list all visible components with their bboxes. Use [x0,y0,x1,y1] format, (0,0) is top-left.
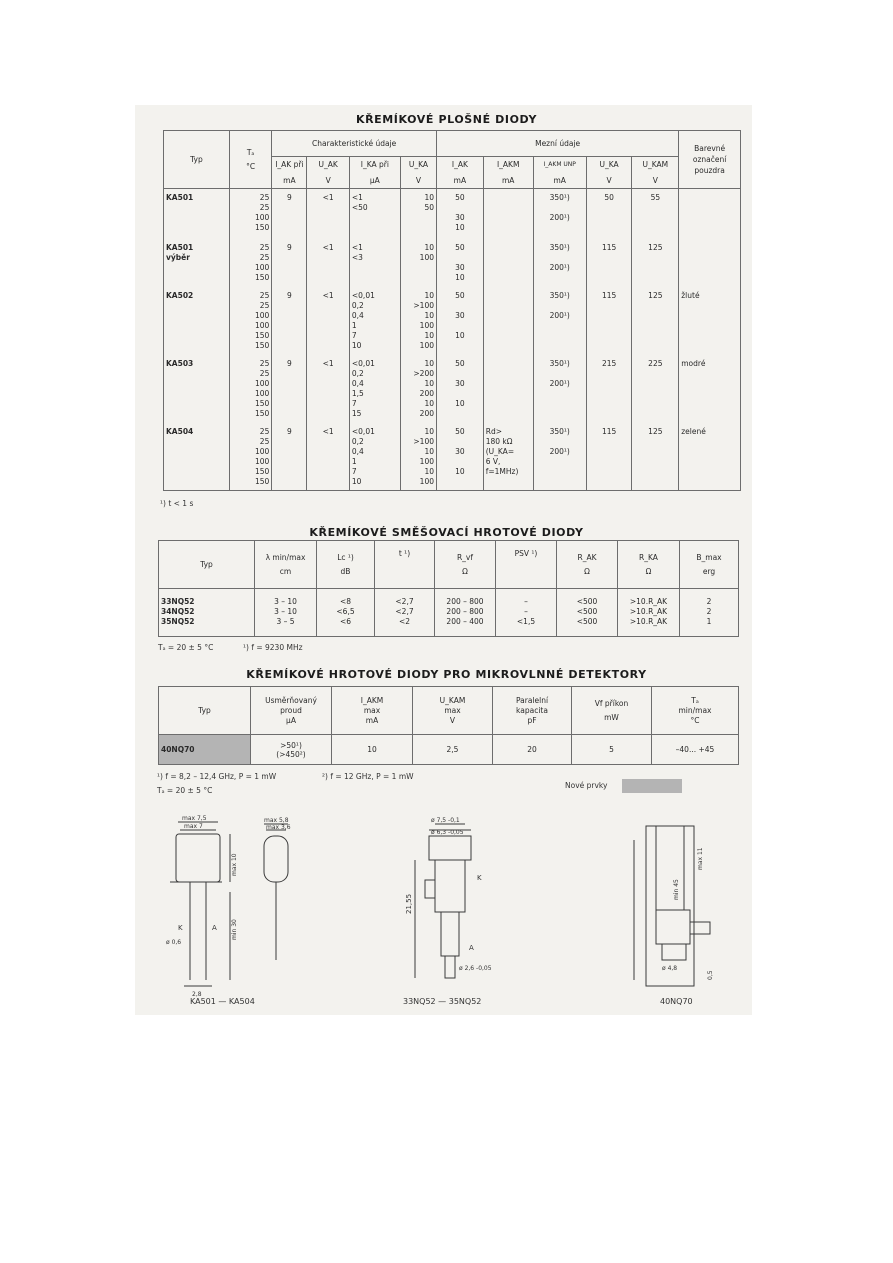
cell-iak: 9 [272,423,307,491]
table-row [159,735,739,765]
h3-ta: Tₐ min/max °C [652,687,739,735]
h-iak: I_AK při [272,157,307,173]
h-char: Charakteristické údaje [272,131,437,157]
cell-iak2: 50 30 10 [437,423,484,491]
dim-min45: min 45 [673,879,680,900]
h2-t: t ¹) [375,541,435,589]
table2 [158,540,739,637]
dim-2155: 21,55 [405,893,413,914]
cell-ika: <0,01 0,2 0,4 1 7 10 [349,423,400,491]
cell-iakm [483,189,533,239]
cell-prikon: 5 [572,735,652,765]
cell-barva [679,239,741,287]
h2-psv: PSV ¹) [496,541,557,589]
cell-iakm [483,239,533,287]
cell-kap: 20 [493,735,572,765]
cell-uka2: 115 [586,423,632,491]
cell-typ: KA501 [164,189,230,239]
h2-lc: Lc ¹) dB [317,541,375,589]
table-row [164,423,741,491]
cell-lc: <8 <6,5 <6 [317,589,375,637]
u-iakm: mA [483,173,533,189]
dim-max75: max 7,5 [182,815,207,822]
dim-d63: ø 6,3 -0,05 [431,829,464,836]
cell-ta: 25 25 100 150 [229,189,271,239]
drawing2-label: 33NQ52 — 35NQ52 [403,997,482,1006]
table2-footnote-ta: Tₐ = 20 ± 5 °C [158,643,214,652]
cell-uak: <1 [307,189,349,239]
cell-barva: zelené [679,423,741,491]
h-uak: U_AK [307,157,349,173]
cell-uka: 10 >200 10 200 10 200 [400,355,436,423]
h3-typ: Typ [159,687,251,735]
cell-bmax: 2 2 1 [680,589,739,637]
drawing1-label: KA501 — KA504 [190,997,255,1006]
dim-max7: max 7 [184,823,203,830]
cell-rak: <500 <500 <500 [557,589,618,637]
cell-rka: >10.R_AK >10.R_AK >10.R_AK [618,589,680,637]
cell-ika: <1 <50 [349,189,400,239]
h-typ: Typ [164,131,230,189]
cell-proud: >50¹) (>450²) [251,735,332,765]
cell-iakmunp: 350¹) 200¹) [533,355,586,423]
h-uka2: U_KA [586,157,632,173]
h-barevne: Barevné označení pouzdra [679,131,741,189]
cell-uka2: 50 [586,189,632,239]
u-uka2: V [586,173,632,189]
cell-uka2: 215 [586,355,632,423]
drawing-33nq52 [385,810,525,1010]
h2-rvf: R_vf Ω [435,541,496,589]
cell-uak: <1 [307,287,349,355]
cell-t: <2,7 <2,7 <2 [375,589,435,637]
h3-prikon: Vf příkon mW [572,687,652,735]
cell-uka: 10 >100 10 100 10 100 [400,287,436,355]
drawing-ka501 [160,810,300,1010]
drawing-40nq70 [620,810,730,1010]
h3-kap: Paralelní kapacita pF [493,687,572,735]
cell-rvf: 200 – 800 200 – 800 200 – 400 [435,589,496,637]
cell-ta: –40... +45 [652,735,739,765]
cell-iak2: 50 30 10 [437,189,484,239]
h-iakmunp: I_AKM UNP [533,157,586,173]
cell-uka2: 115 [586,287,632,355]
h3-iakm: I_AKM max mA [332,687,413,735]
cell-ukam: 125 [632,287,679,355]
cell-uak: <1 [307,239,349,287]
cell-ukam: 225 [632,355,679,423]
table3 [158,686,739,765]
cell-ta: 25 25 100 100 150 150 [229,287,271,355]
cell-uak: <1 [307,355,349,423]
cell-uka: 10 50 [400,189,436,239]
table-row [164,287,741,355]
h-ukam: U_KAM [632,157,679,173]
cell-iak2: 50 30 10 [437,355,484,423]
cell-ta: 25 25 100 100 150 150 [229,355,271,423]
h2-lambda: λ min/max cm [255,541,317,589]
dim-max36: max 3,6 [266,824,291,831]
table1-title: KŘEMÍKOVÉ PLOŠNÉ DIODY [355,113,538,126]
cell-typ: KA504 [164,423,230,491]
h2-typ: Typ [159,541,255,589]
cell-iak2: 50 30 10 [437,239,484,287]
dim-d48: ø 4,8 [662,965,678,972]
u-iakmunp: mA [533,173,586,189]
cell-iakmunp: 350¹) 200¹) [533,287,586,355]
cell-uka2: 115 [586,239,632,287]
cell-ika: <1 <3 [349,239,400,287]
cell-iak: 9 [272,189,307,239]
cell-ta: 25 25 100 100 150 150 [229,423,271,491]
cell-ukam: 55 [632,189,679,239]
cell-typ: KA501 výběr [164,239,230,287]
cell-iakm: Rd> 180 kΩ (U_KA= 6 V, f=1MHz) [483,423,533,491]
table3-footnote2: ²) f = 12 GHz, P = 1 mW [322,772,414,781]
table2-footnote-f: ¹) f = 9230 MHz [243,643,303,652]
cell-ukam: 125 [632,423,679,491]
cell-ta: 25 25 100 150 [229,239,271,287]
cell-uak: <1 [307,423,349,491]
h3-ukam: U_KAM max V [413,687,493,735]
pin-a: A [212,924,217,932]
cell-psv: – – <1,5 [496,589,557,637]
table-row [159,589,739,637]
cell-ukam: 2,5 [413,735,493,765]
h2-rka: R_KA Ω [618,541,680,589]
cell-iak: 9 [272,355,307,423]
dim-min30: min 30 [231,919,238,940]
dim-max11: max 11 [697,847,704,870]
h2-bmax: B_max erg [680,541,739,589]
h-iakm: I_AKM [483,157,533,173]
cell-iakmunp: 350¹) 200¹) [533,423,586,491]
h-ta: Tₐ °C [229,131,271,189]
cell-iakmunp: 350¹) 200¹) [533,239,586,287]
h-iak2: I_AK [437,157,484,173]
table3-footnote1: ¹) f = 8,2 – 12,4 GHz, P = 1 mW [157,772,277,781]
pin-k: K [477,874,482,882]
u-ika: μA [349,173,400,189]
cell-iakm [483,355,533,423]
u-ukam: V [632,173,679,189]
pin-a: A [469,944,474,952]
cell-uka: 10 100 [400,239,436,287]
cell-typ: KA502 [164,287,230,355]
cell-iak: 9 [272,287,307,355]
pin-k: K [178,924,183,932]
cell-iakm: 10 [332,735,413,765]
cell-iak2: 50 30 10 [437,287,484,355]
cell-barva: žluté [679,287,741,355]
dim-d26: ø 2,6 -0,05 [459,965,492,972]
dim-05: 0,5 [707,970,714,980]
u-iak2: mA [437,173,484,189]
cell-ukam: 125 [632,239,679,287]
cell-typ: KA503 [164,355,230,423]
cell-iakm [483,287,533,355]
nove-prvky-swatch [622,779,682,793]
table3-footnote-ta: Tₐ = 20 ± 5 °C [157,786,213,795]
table-row [164,239,741,287]
cell-lambda: 3 – 10 3 – 10 3 – 5 [255,589,317,637]
dim-28: 2,8 [192,991,202,998]
cell-iak: 9 [272,239,307,287]
cell-ika: <0,01 0,2 0,4 1,5 7 15 [349,355,400,423]
u-uka: V [400,173,436,189]
h-mezni: Mezní údaje [437,131,679,157]
table1-footnote: ¹) t < 1 s [160,499,194,508]
table2-title: KŘEMÍKOVÉ SMĚŠOVACÍ HROTOVÉ DIODY [309,526,584,539]
cell-barva [679,189,741,239]
h-uka: U_KA [400,157,436,173]
dim-d75: ø 7,5 -0,1 [431,817,460,824]
cell-barva: modré [679,355,741,423]
h2-rak: R_AK Ω [557,541,618,589]
nove-prvky-label: Nové prvky [565,781,608,790]
cell-typ: 33NQ52 34NQ52 35NQ52 [159,589,255,637]
drawing3-label: 40NQ70 [660,997,693,1006]
h-ika: I_KA při [349,157,400,173]
cell-uka: 10 >100 10 100 10 100 [400,423,436,491]
table-row [164,189,741,239]
table1 [163,130,741,491]
u-iak: mA [272,173,307,189]
cell-iakmunp: 350¹) 200¹) [533,189,586,239]
dim-max10: max 10 [231,853,238,876]
table-row [164,355,741,423]
u-uak: V [307,173,349,189]
cell-ika: <0,01 0,2 0,4 1 7 10 [349,287,400,355]
h3-proud: Usměrňovaný proud μA [251,687,332,735]
dim-max58: max 5,8 [264,817,289,824]
table3-title: KŘEMÍKOVÉ HROTOVÉ DIODY PRO MIKROVLNNÉ DETEKTORY [246,668,647,681]
dim-d06: ø 0,6 [166,939,182,946]
cell-typ: 40NQ70 [159,735,251,765]
